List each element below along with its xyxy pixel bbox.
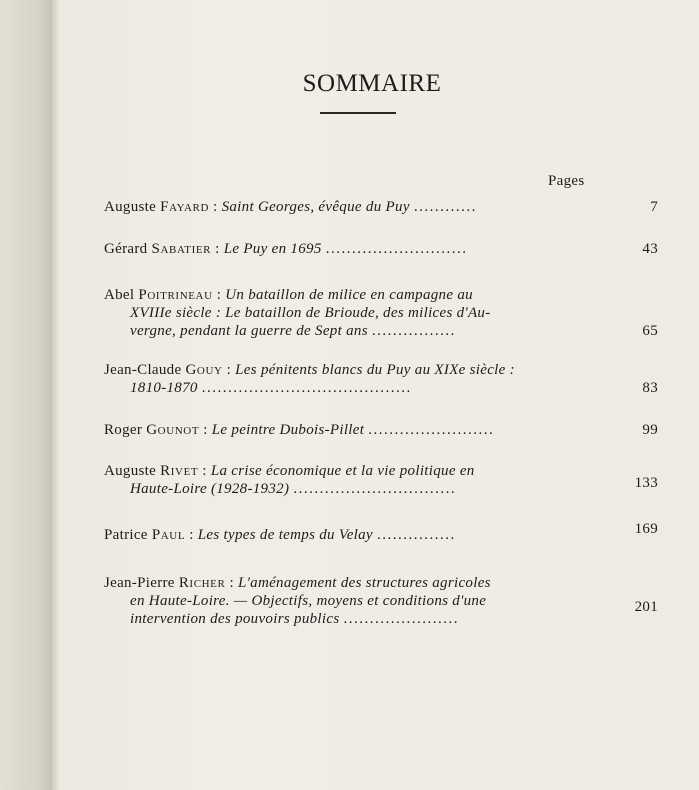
leader-dots: ............................... — [293, 481, 457, 497]
leader-dots: ............ — [413, 199, 477, 215]
author-last: Sabatier — [151, 241, 212, 257]
toc-entry-rivet — [104, 462, 658, 498]
toc-entry-sabatier — [104, 240, 658, 258]
entry-title: Le Puy en 1695 — [223, 241, 322, 257]
toc-entry-paul — [104, 521, 658, 544]
toc-entry-gounot — [104, 421, 658, 439]
author-first: Jean-Claude — [104, 362, 182, 378]
left-page-edge — [0, 0, 52, 790]
author-last: Richer — [178, 575, 226, 591]
entry-title-line-3: vergne, pendant la guerre de Sept ans — [130, 323, 368, 339]
toc-entry-richer — [104, 574, 658, 628]
entry-title: Le peintre Dubois-Pillet — [211, 422, 365, 438]
entry-title: Les types de temps du Velay — [197, 527, 373, 543]
leader-dots: ........................ — [368, 422, 495, 438]
page-number: 169 — [634, 521, 658, 537]
author-first: Auguste — [104, 463, 157, 479]
author-last: Rivet — [160, 463, 199, 479]
leader-dots: ............... — [376, 527, 456, 543]
page-number: 43 — [642, 241, 658, 257]
toc-entry-poitrineau — [104, 286, 658, 340]
leader-dots: ........................... — [325, 241, 468, 257]
author-last: Gouy — [185, 362, 223, 378]
author-last: Gounot — [146, 422, 200, 438]
separator: : — [222, 362, 236, 378]
page-number: 133 — [634, 475, 658, 491]
author-last: Fayard — [160, 199, 209, 215]
entry-title-line-1: Les pénitents blancs du Puy au XIXe siècle : — [235, 362, 515, 378]
toc-entry-fayard — [104, 198, 658, 216]
page-number: 201 — [634, 599, 658, 615]
page-number: 65 — [642, 323, 658, 339]
toc-entry-gouy — [104, 361, 658, 397]
separator: : — [199, 422, 212, 438]
page-number: 83 — [642, 380, 658, 396]
entry-title-line-1: La crise économique et la vie politique en — [210, 463, 475, 479]
leader-dots: ...................... — [343, 611, 460, 627]
entry-title-line-2: en Haute-Loire. — Objectifs, moyens et conditions d'une — [130, 593, 487, 609]
separator: : — [212, 287, 226, 303]
separator: : — [211, 241, 224, 257]
page-number: 7 — [650, 199, 658, 215]
entry-title-line-2: XVIIIe siècle : Le bataillon de Brioude, des milices d'Au- — [130, 305, 491, 321]
entry-title: Saint Georges, évêque du Puy — [221, 199, 410, 215]
author-first: Roger — [104, 422, 143, 438]
separator: : — [225, 575, 239, 591]
author-first: Jean-Pierre — [104, 575, 175, 591]
leader-dots: ................ — [371, 323, 456, 339]
page-number: 99 — [642, 422, 658, 438]
page-title: SOMMAIRE — [302, 70, 442, 97]
entry-title-line-3: intervention des pouvoirs publics — [130, 611, 340, 627]
author-first: Patrice — [104, 527, 148, 543]
entry-title-line-2: 1810-1870 — [130, 380, 198, 396]
author-first: Abel — [104, 287, 135, 303]
pages-column-header: Pages — [548, 173, 585, 189]
entry-title-line-1: L'aménagement des structures agricoles — [238, 575, 491, 591]
entry-title-line-2: Haute-Loire (1928-1932) — [130, 481, 290, 497]
author-first: Auguste — [104, 199, 157, 215]
leader-dots: ........................................ — [201, 380, 412, 396]
author-last: Poitrineau — [138, 287, 213, 303]
entry-title-line-1: Un bataillon de milice en campagne au — [225, 287, 473, 303]
title-rule — [320, 112, 396, 114]
author-last: Paul — [151, 527, 186, 543]
separator: : — [198, 463, 211, 479]
author-first: Gérard — [104, 241, 148, 257]
contents-page — [56, 0, 699, 790]
separator: : — [209, 199, 222, 215]
separator: : — [185, 527, 198, 543]
